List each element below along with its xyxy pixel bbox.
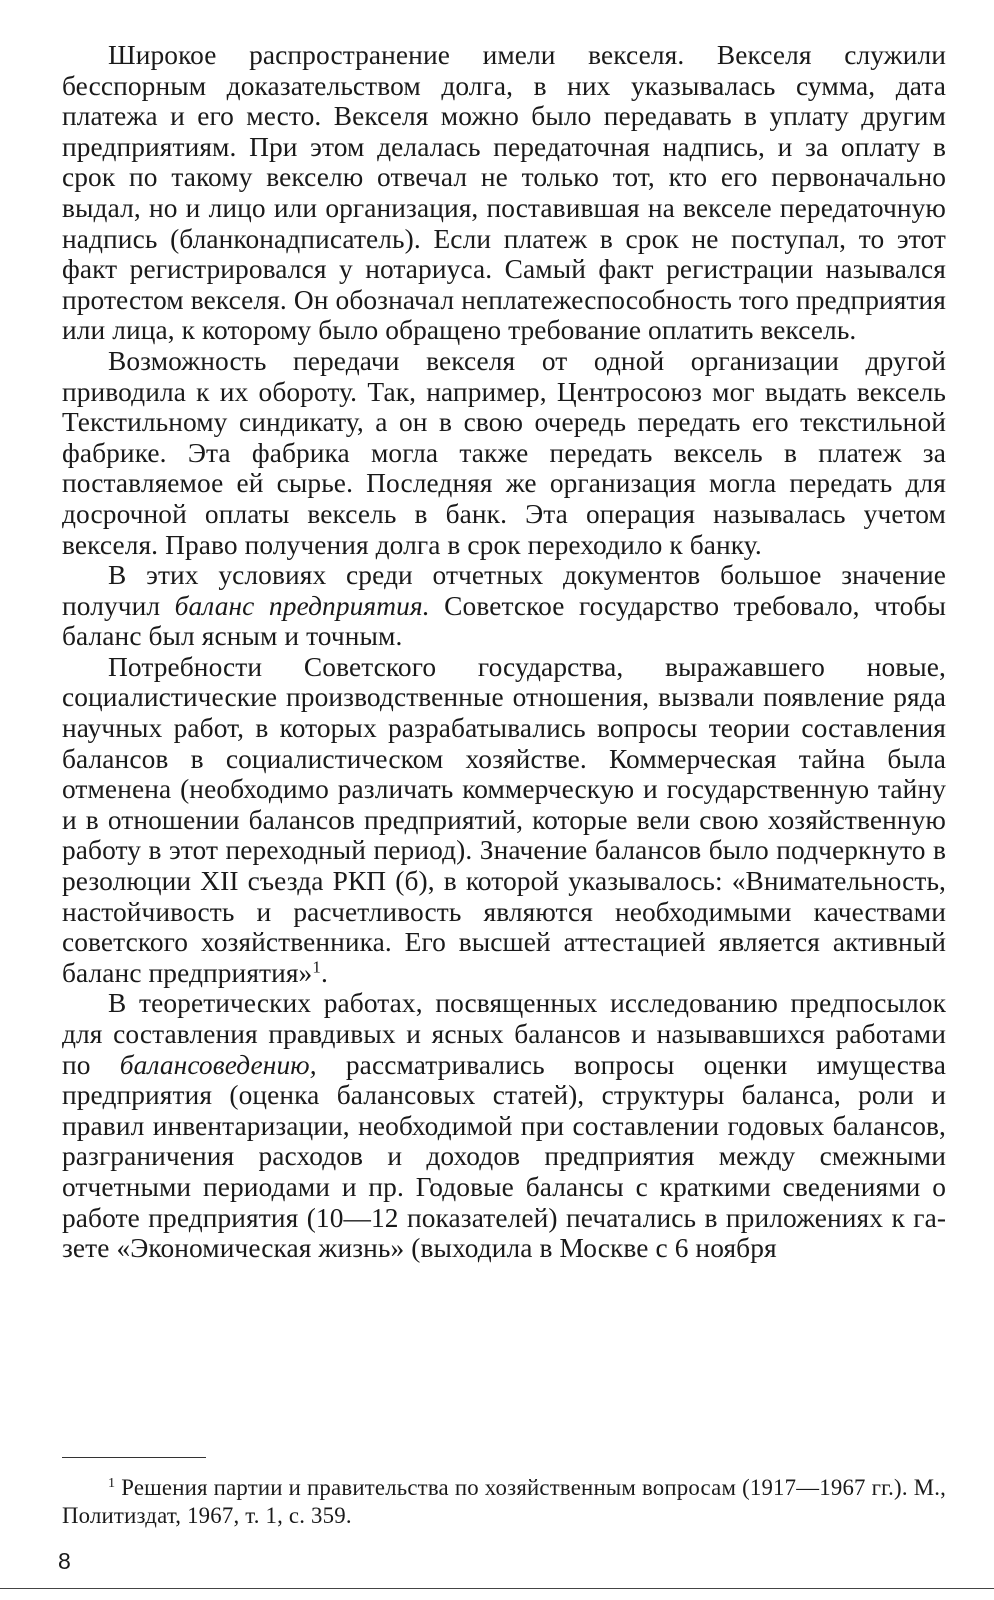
text-run: В этих условиях среди отчетных документов большое значение получил xyxy=(62,560,946,621)
paragraph xyxy=(62,560,946,652)
footnote xyxy=(62,1474,946,1530)
paragraph xyxy=(62,40,946,346)
italic-term: баланс предприятия. xyxy=(174,590,430,621)
text-run: Советское государство требовало, чтобы баланс был ясным и точным. xyxy=(62,590,946,652)
paragraph xyxy=(62,346,946,560)
page-body xyxy=(62,40,946,1264)
text-run: Возможность передачи векселя от одной организации другой приводила к их обороту. Так, например, Центросоюз мог выдать вексель Текстильному синдикату, а он в свою очередь передать его текстильной фабрике. Эта фабрика могла также передать вексель в платеж за поставляемое ей сырье. Последняя же организация могла передать для досрочной оплаты вексель в банк. Эта операция называлась учетом векселя. Право получения долга в срок переходило к банку. xyxy=(62,345,946,560)
paragraph xyxy=(62,988,946,1263)
text-run: . xyxy=(320,957,328,988)
footnote-divider xyxy=(62,1457,206,1458)
page-bottom-edge xyxy=(0,1588,994,1589)
footnote-marker: 1 xyxy=(108,1475,116,1492)
page-number: 8 xyxy=(58,1548,71,1574)
footnote-text: Решения партии и правительства по хозяйственным вопросам (1917—1967 гг.). М., Политиздат, 1967, т. 1, с. 359. xyxy=(62,1475,946,1528)
text-run: В теоретических работах, посвященных исследованию предпосылок для составления правдивых и ясных балансов и называвшихся работами по xyxy=(62,988,946,1080)
paragraph xyxy=(62,652,946,989)
text-run: рассматривались вопросы оценки имущества предприятия (оценка балансовых статей), структуры баланса, роли и правил инвентаризации, необходимой при составлении годовых балансов, разграничения расходов и доходов предприятия между смежными отчетными периодами и пр. Годовые балансы с краткими сведениями о работе предприятия (10—12 показателей) печатались в приложениях к газете «Экономическая жизнь» (выходила в Москве с 6 ноября xyxy=(62,1049,946,1264)
text-run: Широкое распространение имели векселя. Векселя служили бесспорным доказательством долга, в них указывалась сумма, дата платежа и его место. Векселя можно было передавать в уплату другим предприятиям. При этом делалась передаточная надпись, и за оплату в срок по такому векселю отвечал не только тот, кто его первоначально выдал, но и лицо или организация, поставившая на векселе передаточную надпись (бланконадписатель). Если платеж в срок не поступал, то этот факт регистрировался у нотариуса. Самый факт регистрации назывался протестом векселя. Он обозначал неплатежеспособность того предприятия или лица, к которому было обращено требование оплатить вексель. xyxy=(62,40,946,346)
text-run: Потребности Советского государства, выражавшего новые, социалистические производственные отношения, вызвали появление ряда научных работ, в которых разрабатывались вопросы теории составления балансов в социалистическом хозяйстве. Коммерческая тайна была отменена (необходимо различать коммерческую и государственную тайну и в отношении балансов предприятий, которые вели свою хозяйственную работу в этот переходный период). Значение балансов было подчеркнуто в резолюции XII съезда РКП (б), в которой указывалось: «Внимательность, настойчивость и расчетливость являются необходимыми качествами советского хозяйственника. Его высшей аттестацией является активный баланс предприятия» xyxy=(62,651,946,988)
italic-term: балансоведению, xyxy=(119,1049,317,1080)
footnote-reference: 1 xyxy=(312,957,321,977)
